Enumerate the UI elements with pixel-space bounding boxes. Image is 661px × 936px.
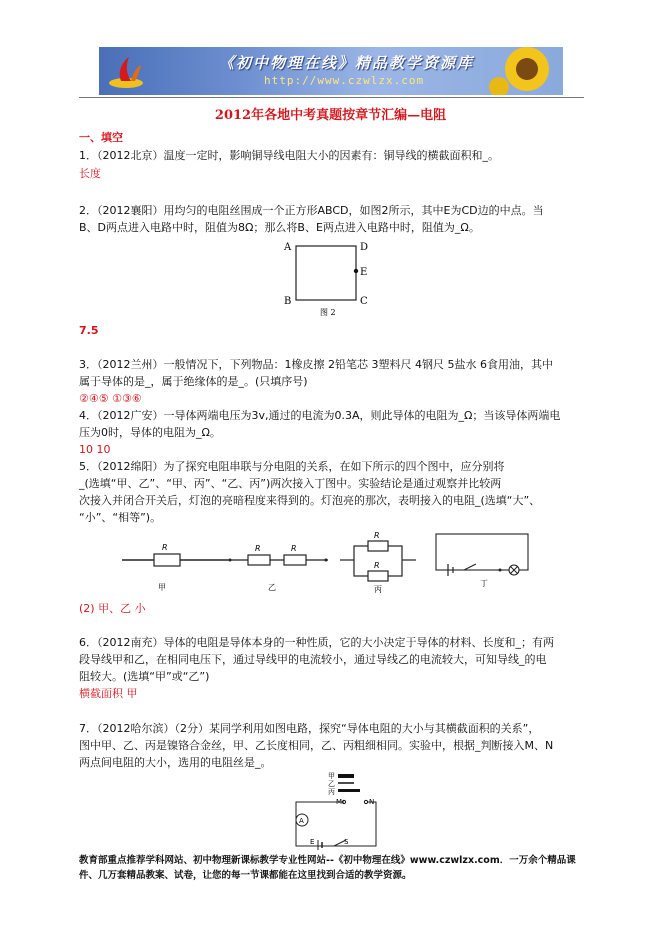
q7-line-3: 两点间电阻的大小，选用的电阻丝是_。 (79, 756, 272, 769)
fig7-label-m: M (336, 798, 343, 806)
q2-answer: 7.5 (79, 324, 99, 337)
fig7-wire-bing: 丙 (328, 788, 335, 796)
fig2-label-d: D (360, 242, 369, 253)
q2-line-1: 2．（2012襄阳）用均匀的电阻丝围成一个正方形ABCD，如图2所示，其中E为CD边的中点。当 (79, 204, 544, 217)
q3-answer: ②④⑤ ①③⑥ (79, 392, 142, 405)
svg-text:R: R (162, 543, 168, 552)
fig2-label-e: E (360, 267, 368, 278)
fig7-label-n: N (369, 798, 375, 806)
svg-text:R: R (291, 544, 297, 553)
q7-line-1: 7．（2012哈尔滨）（2分）某同学利用如图电路，探究“导体电阻的大小与其横截面积的关系”， (79, 722, 540, 735)
figure-5-resistor-circuits (118, 528, 538, 598)
sunflower-icon (487, 47, 557, 95)
footer-line-1: 教育部重点推荐学科网站、初中物理新课标教学专业性网站--《初中物理在线》www.czwlzx.com．一万余个精品课 (79, 855, 576, 866)
svg-text:R: R (374, 531, 380, 540)
fig2-caption: 图 2 (320, 308, 336, 317)
q4-answer: 10 10 (79, 443, 111, 456)
fig5-caption-bing: 丙 (374, 585, 382, 594)
fig7-wire-jia: 甲 (328, 772, 335, 780)
svg-text:R: R (255, 544, 261, 553)
q6-line-1: 6．（2012南充）导体的电阻是导体本身的一种性质，它的大小决定于导体的材料、长度和_；有两 (79, 636, 554, 649)
q6-line-3: 阻较大。(选填“甲”或“乙”) (79, 670, 210, 683)
fig7-wire-yi: 乙 (328, 780, 335, 788)
fig5-circuit-jia (122, 543, 228, 592)
figure-7-circuit (282, 770, 392, 852)
q7-line-2: 图中甲、乙、丙是镍铬合金丝，甲、乙长度相同，乙、丙粗细相同。实验中，根据_判断接入M、N (79, 739, 554, 752)
page-footer (79, 853, 585, 883)
fig5-circuit-bing (340, 531, 416, 594)
q1-answer: 长度 (79, 167, 101, 180)
q5-line-4: “小”、“相等”)。 (79, 511, 162, 524)
banner-url[interactable]: http://www.czwlzx.com (264, 74, 425, 87)
site-logo-icon (107, 53, 145, 89)
fig2-label-c: C (360, 296, 368, 307)
page-title: 2012年各地中考真题按章节汇编—电阻 (214, 108, 447, 123)
fig5-circuit-ding (436, 534, 528, 588)
q4-line-2: 压为0时，导体的电阻为_Ω。 (79, 426, 221, 439)
q4-line-1: 4．（2012广安）一导体两端电压为3v,通过的电流为0.3A，则此导体的电阻为_Ω；当该导体两端电 (79, 409, 561, 422)
fig7-label-s: S (344, 838, 349, 846)
fig7-ammeter-label: A (299, 817, 304, 825)
q6-answer: 横截面积 甲 (79, 687, 138, 700)
figure-2-square (282, 238, 382, 320)
q5-line-3: 次接入并闭合开关后，灯泡的亮暗程度来得到的。灯泡亮的那次，表明接入的电阻_(选填“大”、 (79, 494, 541, 507)
section-heading: 一、填空 (79, 131, 123, 144)
header-rule (79, 97, 584, 98)
q3-line-1: 3．（2012兰州）一般情况下，下列物品：1橡皮擦 2铅笔芯 3塑料尺 4钢尺 5盐水 6食用油，其中 (79, 358, 553, 371)
fig5-circuit-yi (228, 544, 328, 592)
q5-answer: (2) 甲、乙 小 (79, 602, 146, 615)
q5-line-1: 5．（2012绵阳）为了探究电阻串联与分电阻的关系，在如下所示的四个图中，应分别将 (79, 460, 505, 473)
fig5-caption-jia: 甲 (158, 583, 166, 592)
banner-title: 《初中物理在线》精品教学资源库 (219, 54, 475, 72)
fig7-label-e: E (310, 838, 315, 846)
fig5-caption-yi: 乙 (268, 583, 276, 592)
q1-line-1: 1．（2012北京）温度一定时，影响铜导线电阻大小的因素有：铜导线的横截面积和_。 (79, 149, 499, 162)
footer-line-2: 件、几万套精品教案、试卷，让您的每一节课都能在这里找到合适的教学资源。 (79, 870, 412, 881)
fig2-label-a: A (284, 242, 292, 253)
svg-text:R: R (374, 561, 380, 570)
header-banner (99, 47, 563, 95)
q6-line-2: 段导线甲和乙，在相同电压下，通过导线甲的电流较小，通过导线乙的电流较大，可知导线_的电 (79, 653, 547, 666)
fig2-label-b: B (284, 296, 292, 307)
q2-line-2: B、D两点进入电路中时，阻值为8Ω；那么将B、E两点进入电路中时，阻值为_Ω。 (79, 221, 480, 234)
q3-line-2: 属于导体的是_，属于绝缘体的是_。(只填序号) (79, 375, 308, 388)
fig5-caption-ding: 丁 (480, 579, 488, 588)
q5-line-2: _(选填“甲、乙”、“甲、丙”、“乙、丙”)两次接入丁图中。实验结论是通过观察并比较两 (79, 477, 502, 490)
